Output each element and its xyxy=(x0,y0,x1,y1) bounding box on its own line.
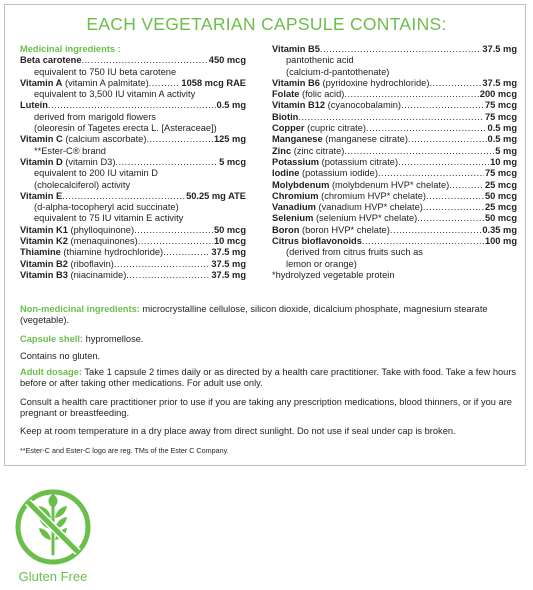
ingredient-row xyxy=(272,213,517,224)
dot-leader xyxy=(149,78,181,89)
ingredient-amount: 450 mcg xyxy=(208,55,246,66)
ingredient-name: Iodine xyxy=(272,168,300,179)
ingredient-source: (zinc citrate) xyxy=(293,145,345,156)
ingredient-note: (d-alpha-tocopheryl acid succinate) xyxy=(34,202,179,213)
ingredient-label xyxy=(272,168,378,179)
ingredient-label xyxy=(20,236,138,247)
ingredient-row xyxy=(272,123,517,134)
ingredient-label xyxy=(20,78,149,89)
ingredient-label xyxy=(272,134,408,145)
ingredient-label xyxy=(20,225,134,236)
ingredient-row xyxy=(20,191,246,202)
ingredient-source: (cupric citrate) xyxy=(307,123,367,134)
gluten-free-label: Gluten Free xyxy=(18,569,88,584)
ingredient-row xyxy=(20,78,246,89)
dot-leader xyxy=(320,44,481,55)
ingredient-source: (riboflavin) xyxy=(70,258,114,269)
right-ingredient-list xyxy=(272,44,517,281)
dot-leader xyxy=(398,157,489,168)
ingredient-source: (potassium iodide) xyxy=(301,168,378,179)
dot-leader xyxy=(426,191,484,202)
ingredient-name: Potassium xyxy=(272,156,320,167)
ingredient-note: (cholecalciferol) activity xyxy=(34,179,131,190)
ingredient-source: (chromium HVP* chelate) xyxy=(321,190,426,201)
ingredient-label xyxy=(272,180,449,191)
ingredient-name: Beta carotene xyxy=(20,55,82,66)
ingredient-row xyxy=(272,191,517,202)
dot-leader xyxy=(362,236,484,247)
storage-instructions: Keep at room temperature in a dry place away from direct sunlight. Do not use if seal under cap is broken. xyxy=(20,426,456,436)
ingredient-source: (potassium citrate) xyxy=(321,156,399,167)
ingredient-label xyxy=(272,225,390,236)
ingredient-row xyxy=(272,89,517,100)
ingredient-amount: 50 mcg xyxy=(213,224,246,235)
ingredient-amount: 75 mcg xyxy=(484,168,517,179)
ingredient-label xyxy=(272,202,423,213)
consult-warning: Consult a health care practitioner prior to use if you are taking any prescription medications, blood thinners, or if you are pregnant or breastfeeding. xyxy=(20,397,512,419)
hvp-footnote: *hydrolyzed vegetable protein xyxy=(272,269,395,280)
ingredient-name: Boron xyxy=(272,224,300,235)
ingredient-row xyxy=(272,202,517,213)
ingredient-name: Vitamin K1 xyxy=(20,224,68,235)
dot-leader xyxy=(134,225,213,236)
ingredient-source: (molybdenum HVP* chelate) xyxy=(331,179,450,190)
ingredient-name: Vitamin D xyxy=(20,156,63,167)
ingredient-label xyxy=(272,123,366,134)
ingredient-amount: 1058 mcg RAE xyxy=(181,77,246,88)
ingredient-row xyxy=(272,180,517,191)
ingredient-amount: 37.5 mg xyxy=(211,258,246,269)
ingredient-name: Vitamin B3 xyxy=(20,269,68,280)
ingredient-source: (pyridoxine hydrochloride) xyxy=(322,77,430,88)
dot-leader xyxy=(114,259,210,270)
ingredient-row xyxy=(272,157,517,168)
ingredient-amount: 37.5 mg xyxy=(211,269,246,280)
ingredient-source: (vitamin D3) xyxy=(65,156,116,167)
dot-leader xyxy=(423,202,484,213)
ingredient-source: (selenium HVP* chelate) xyxy=(315,213,418,224)
ingredient-row xyxy=(272,44,517,55)
ingredient-row xyxy=(20,157,246,168)
ingredient-source: (calcium ascorbate) xyxy=(65,134,147,145)
ingredient-name: Selenium xyxy=(272,213,314,224)
ingredient-row xyxy=(272,236,517,247)
ingredient-amount: 50.25 mg ATE xyxy=(186,190,246,201)
ingredient-label xyxy=(272,213,417,224)
ingredient-label xyxy=(20,270,126,281)
dot-leader xyxy=(401,100,484,111)
gluten-statement: Contains no gluten. xyxy=(20,351,101,361)
dot-leader xyxy=(115,157,218,168)
dosage-paragraph xyxy=(20,367,520,390)
ingredient-label xyxy=(272,157,398,168)
capsule-paragraph xyxy=(20,334,520,345)
gluten-free-icon xyxy=(14,488,92,566)
ingredient-note: equivalent to 75 IU vitamin E activity xyxy=(34,213,184,224)
ingredient-note: **Ester-C® brand xyxy=(34,145,106,156)
ingredient-row xyxy=(20,270,246,281)
ingredient-source: (vitamin A palmitate) xyxy=(64,77,149,88)
ingredient-row xyxy=(20,247,246,258)
ingredient-row xyxy=(272,225,517,236)
ingredient-note: equivalent to 200 IU vitamin D xyxy=(34,168,159,179)
dot-leader xyxy=(126,270,210,281)
ingredient-amount: 0.35 mg xyxy=(482,224,517,235)
capsule-label: Capsule shell: xyxy=(20,334,84,344)
dot-leader xyxy=(378,168,484,179)
capsule-text: hypromellose. xyxy=(83,334,144,344)
non-medicinal-paragraph xyxy=(20,304,520,327)
right-column xyxy=(272,44,517,281)
ingredient-label xyxy=(20,191,62,202)
ingredient-note: (derived from citrus fruits such as xyxy=(286,247,423,258)
dot-leader xyxy=(146,134,213,145)
ingredient-label xyxy=(272,78,429,89)
ingredient-note: equivalent to 750 IU beta carotene xyxy=(34,66,177,77)
ingredient-name: Lutein xyxy=(20,100,48,111)
ingredient-name: Vitamin B2 xyxy=(20,258,68,269)
ingredient-note: derived from marigold flowers xyxy=(34,111,156,122)
ingredient-amount: 10 mg xyxy=(490,156,517,167)
ingredient-row xyxy=(272,146,517,157)
ingredient-label xyxy=(272,44,320,55)
ingredient-name: Copper xyxy=(272,123,305,134)
ingredient-row xyxy=(272,168,517,179)
left-ingredient-list xyxy=(20,55,246,281)
ingredient-amount: 0.5 mg xyxy=(487,123,517,134)
ingredient-amount: 100 mg xyxy=(484,236,517,247)
ingredient-label xyxy=(20,247,163,258)
dot-leader xyxy=(62,191,185,202)
ingredient-amount: 75 mcg xyxy=(484,100,517,111)
ingredient-name: Molybdenum xyxy=(272,179,330,190)
ingredient-amount: 37.5 mg xyxy=(211,247,246,258)
ingredient-source: (thiamine hydrochloride) xyxy=(63,247,164,258)
ingredient-amount: 0.5 mg xyxy=(487,134,517,145)
ingredient-note: lemon or orange) xyxy=(286,258,357,269)
ingredient-label xyxy=(272,146,344,157)
ingredient-label xyxy=(272,100,401,111)
ingredient-source: (vanadium HVP* chelate) xyxy=(318,202,423,213)
ingredient-source: (menaquinones) xyxy=(70,236,138,247)
left-column xyxy=(20,44,246,281)
medicinal-header: Medicinal ingredients : xyxy=(20,44,121,54)
ingredient-amount: 25 mcg xyxy=(484,179,517,190)
dot-leader xyxy=(344,89,478,100)
dot-leader xyxy=(344,146,494,157)
dot-leader xyxy=(298,112,484,123)
ingredient-name: Vitamin B5 xyxy=(272,44,320,54)
ingredient-amount: 25 mcg xyxy=(484,202,517,213)
ingredient-amount: 125 mg xyxy=(213,134,246,145)
ingredient-name: Folate xyxy=(272,89,300,100)
ingredient-row xyxy=(272,100,517,111)
ingredient-row xyxy=(272,78,517,89)
ingredient-label xyxy=(272,191,426,202)
ingredient-source: (cyanocobalamin) xyxy=(327,100,402,111)
ingredient-amount: 37.5 mg xyxy=(482,77,517,88)
ingredient-row xyxy=(20,100,246,111)
dot-leader xyxy=(429,78,481,89)
ingredient-label xyxy=(20,100,48,111)
ingredient-row xyxy=(20,225,246,236)
ingredient-amount: 10 mcg xyxy=(213,236,246,247)
ingredient-row xyxy=(20,134,246,145)
ingredient-note: pantothenic acid xyxy=(286,55,354,66)
ingredient-row xyxy=(20,236,246,247)
dot-leader xyxy=(449,180,484,191)
non-medicinal-text: microcrystalline cellulose, silicon dioxide, dicalcium phosphate, magnesium stearate (vegetable). xyxy=(20,304,488,326)
ingredient-amount: 0.5 mg xyxy=(216,100,246,111)
dot-leader xyxy=(366,123,487,134)
panel-title: EACH VEGETARIAN CAPSULE CONTAINS: xyxy=(86,14,447,34)
ingredient-label xyxy=(272,236,362,247)
ingredient-name: Vitamin B6 xyxy=(272,77,320,88)
non-medicinal-label: Non-medicinal ingredients: xyxy=(20,304,140,314)
ingredient-name: Vitamin A xyxy=(20,77,63,88)
ingredient-note: equivalent to 3,500 IU vitamin A activity xyxy=(34,89,196,100)
dot-leader xyxy=(138,236,213,247)
ingredient-name: Chromium xyxy=(272,190,319,201)
ingredient-label xyxy=(272,112,298,123)
ingredient-amount: 5 mcg xyxy=(219,156,246,167)
ingredient-amount: 200 mcg xyxy=(479,89,517,100)
ingredient-name: Vitamin C xyxy=(20,134,63,145)
ingredient-name: Vanadium xyxy=(272,202,316,213)
ingredient-source: (manganese citrate) xyxy=(325,134,408,145)
ingredient-row xyxy=(20,259,246,270)
ingredient-amount: 75 mcg xyxy=(484,111,517,122)
ingredient-label xyxy=(20,157,115,168)
ingredient-amount: 50 mcg xyxy=(484,213,517,224)
ingredient-row xyxy=(20,55,246,66)
ingredient-label xyxy=(20,55,82,66)
dosage-label: Adult dosage: xyxy=(20,367,82,377)
ingredient-name: Manganese xyxy=(272,134,323,145)
ingredient-note: (calcium-d-pantothenate) xyxy=(286,66,390,77)
dot-leader xyxy=(417,213,484,224)
ingredient-label xyxy=(20,134,146,145)
ingredient-name: Thiamine xyxy=(20,247,61,258)
ingredient-source: (folic acid) xyxy=(301,89,345,100)
ingredient-name: Vitamin E xyxy=(20,190,63,201)
ingredient-row xyxy=(272,112,517,123)
dot-leader xyxy=(48,100,216,111)
ingredient-name: Zinc xyxy=(272,145,292,156)
dosage-text: Take 1 capsule 2 times daily or as directed by a health care practitioner. Take with food. Take a few hours before or after taking other medications. For adult use only. xyxy=(20,367,517,389)
ingredient-source: (phylloquinone) xyxy=(70,224,135,235)
trademark-footnote: **Ester-C and Ester-C logo are reg. TMs of the Ester C Company. xyxy=(20,446,229,455)
dot-leader xyxy=(390,225,482,236)
ingredient-amount: 5 mg xyxy=(495,145,517,156)
ingredient-name: Citrus bioflavonoids xyxy=(272,236,362,247)
ingredient-amount: 37.5 mg xyxy=(482,44,517,54)
ingredient-name: Biotin xyxy=(272,111,299,122)
ingredient-label xyxy=(20,259,114,270)
ingredient-note: (oleoresin of Tagetes erecta L. [Asteraceae]) xyxy=(34,123,217,134)
dot-leader xyxy=(408,134,487,145)
dot-leader xyxy=(163,247,210,258)
ingredient-name: Vitamin B12 xyxy=(272,100,326,111)
ingredient-label xyxy=(272,89,344,100)
dot-leader xyxy=(82,55,208,66)
ingredient-amount: 50 mcg xyxy=(484,190,517,201)
ingredient-source: (boron HVP* chelate) xyxy=(301,224,390,235)
ingredient-source: (niacinamide) xyxy=(70,269,127,280)
ingredient-row xyxy=(272,134,517,145)
ingredient-name: Vitamin K2 xyxy=(20,236,68,247)
